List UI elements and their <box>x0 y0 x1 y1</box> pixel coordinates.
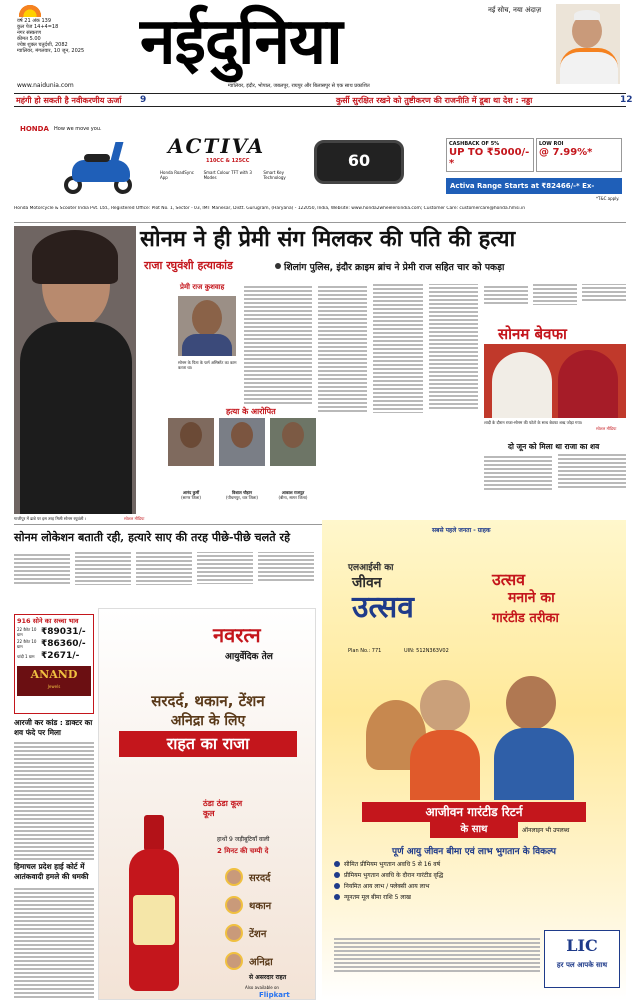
accused-name: आकाश राजपूत <box>281 490 305 495</box>
gold-row-label: 22 कैरेट 10 ग्राम <box>17 627 37 637</box>
brief-story <box>14 740 94 860</box>
plan-line2: जीवन <box>352 575 382 591</box>
right-column-text <box>484 284 626 320</box>
gold-box-title: 916 सोने का सच्चा भाव <box>15 615 93 626</box>
available-on: Also available on <box>245 985 279 990</box>
lead-column <box>244 284 312 404</box>
navratna-line1: सरदर्द, थकान, टेंशन <box>151 692 265 710</box>
navratna-sub: आयुर्वेदिक तेल <box>225 652 273 662</box>
anand-logo <box>17 666 91 696</box>
bewafa-caption: शादी के दौरान राजा-सोनम की फोटो के साथ बेवफा शब्द जोड़ा गया। <box>484 420 583 425</box>
teaser-left[interactable]: महंगी हो सकती है नवीकरणीय ऊर्जा <box>16 96 122 105</box>
gold-rate-box <box>14 614 94 714</box>
face-icon <box>225 924 243 942</box>
benefit-label: थकान <box>249 901 272 912</box>
meta-line: कुल पेज 14+4=18 <box>17 24 59 30</box>
activa-logo: ACTIVA <box>168 134 266 158</box>
lic-brand: LIC <box>566 936 598 955</box>
navratna-herbs: हाथों 9 जड़ीबूटियाँ वाली <box>217 836 270 843</box>
plan-line1: एलआईसी का <box>348 563 394 573</box>
tnc: *T&C apply. <box>596 196 620 201</box>
feature-item: प्रीमियम भुगतान अवधि के दौरान गारंटीड वृद्धि <box>344 872 444 879</box>
date-line: ग्वालियर, मंगलवार, 10 जून, 2025 <box>17 48 85 54</box>
plan-uin: UIN: 512N363V02 <box>404 648 449 654</box>
cashback-title: CASHBACK OF 5% <box>449 141 500 147</box>
masthead <box>0 0 640 98</box>
bullet-icon <box>334 894 340 900</box>
benefit-label: टेंशन <box>249 929 267 940</box>
scooter-image <box>62 136 138 198</box>
oil-bottle-image <box>127 815 181 991</box>
teaser-right[interactable]: कुर्सी सुरक्षित रखने को तुष्टीकरण की राजनीति में डूबा था देश : नड्डा <box>336 96 533 105</box>
accused-photo <box>168 418 214 466</box>
sun-logo-icon <box>17 3 43 17</box>
second-headline[interactable]: सोनम लोकेशन बताती रही, हत्यारे साए की तरह पीछे-पीछे चलते रहे <box>14 530 291 544</box>
bullet-icon <box>275 263 281 269</box>
bullet-icon <box>334 861 340 867</box>
lead-kicker: राजा रघुवंशी हत्याकांड <box>144 259 233 272</box>
feature-smartkey: Smart Key Technology <box>263 170 286 180</box>
tft-display-image <box>314 140 404 184</box>
plan-line3: उत्सव <box>352 590 414 625</box>
brief-headline[interactable]: आरजी कर कांड : डाक्टर का शव फंदे पर मिला <box>14 718 93 737</box>
gold-row-value: ₹86360/- <box>41 639 86 649</box>
bewafa-credit: सोशल मीडिया <box>596 426 617 431</box>
navratna-line3: राहत का राजा <box>119 731 297 757</box>
navratna-brand: नवरत्न <box>213 623 261 647</box>
meta-line: कीमत 5.00 <box>17 36 41 42</box>
face-icon <box>225 952 243 970</box>
price-banner: Activa Range Starts at ₹82466/-* Ex-showroom <box>446 178 622 194</box>
navratna-minutes: 2 मिनट की चम्पी दे <box>217 847 269 855</box>
navratna-outro: से असरदार राहत <box>249 974 287 981</box>
lic-banner1: आजीवन गारंटीड रिटर्न <box>362 802 586 822</box>
lic-fineprint <box>334 936 540 992</box>
photo-caption: गाजीपुर में ढाबे पर इस तरह मिली सोनम रघुवंशी । <box>14 516 87 521</box>
bullet-icon <box>334 883 340 889</box>
cashback-box <box>446 138 534 172</box>
activa-variants: 110CC & 125CC <box>206 158 250 164</box>
family-image <box>336 670 618 800</box>
gold-row-value: ₹89031/- <box>41 627 86 637</box>
anand-sub: Jewels <box>47 684 61 689</box>
bullet-icon <box>334 872 340 878</box>
wedding-photo <box>484 322 626 418</box>
plan-no: Plan No.: 771 <box>348 648 382 654</box>
accused-place: (सागर जिला) <box>181 495 201 500</box>
accused-place: (पीथमपुर, धार जिला) <box>226 495 258 500</box>
sonam-photo <box>14 226 136 514</box>
flipkart-logo: Flipkart <box>259 991 290 999</box>
benefit-label: अनिद्रा <box>249 957 273 968</box>
face-icon <box>225 868 243 886</box>
navratna-ad[interactable] <box>98 608 316 1000</box>
face-icon <box>225 896 243 914</box>
raj-name: प्रेमी राज कुशवाह <box>180 283 225 291</box>
accused-photo <box>270 418 316 466</box>
roi-box <box>536 138 622 172</box>
lic-headline1: उत्सव <box>492 570 526 589</box>
benefit-label: सरदर्द <box>249 873 271 884</box>
story-columns <box>318 284 478 520</box>
feature-roadsync: Honda RoadSync App <box>160 170 194 180</box>
lic-tag: सबसे पहले जनता - ग्राहक <box>432 527 491 534</box>
navratna-line2: अनिद्रा के लिए <box>170 713 246 729</box>
brief-story <box>14 886 94 998</box>
lic-tagline: हर पल आपके साथ <box>556 961 608 969</box>
lic-headline2: मनाने का <box>508 590 555 606</box>
bewafa-label: सोनम बेवफा <box>498 325 567 343</box>
accused-place: (बीना, सागर जिला) <box>278 495 308 500</box>
tagline: नई सोच, नया अंदाज़ <box>488 6 542 14</box>
gold-row-label: 22 कैरेट 10 ग्राम <box>17 639 37 649</box>
teaser-left-page: 9 <box>140 95 147 105</box>
gold-row-value: ₹2671/- <box>41 651 80 661</box>
feature-item: न्यूनतम मूल बीमा राशि 5 लाख <box>344 894 411 901</box>
lic-banner2: के साथ <box>430 822 518 838</box>
side-headline[interactable]: दो जून को मिला था राजा का शव <box>508 442 600 451</box>
meta-line: नगर संस्करण <box>17 30 42 36</box>
newspaper-title: नईदुनिया <box>140 4 342 79</box>
lic-logo <box>544 930 620 988</box>
honda-slogan: How we move you. <box>54 126 102 132</box>
gold-row-label: चांदी 1 ग्राम <box>17 653 35 659</box>
accused-title: हत्या के आरोपित <box>226 407 276 416</box>
accused-name: आनंद कुर्मी <box>182 490 200 495</box>
lic-headline3: गारंटीड तरीका <box>492 611 559 626</box>
honda-footer: Honda Motorcycle & Scooter India Pvt. Ltd., Registered Office: Plot No. 1, Sector - 03, IMT Manesar, Distt. Gurugram, (Haryana) - 122050, India, Website: www.honda2wheelersindia.com; Customer Care: customercare@honda.hmsi.in <box>14 206 525 211</box>
feature-tft: Smart Colour TFT with 3 Modes <box>203 170 252 180</box>
meta-line: वर्ष 21 अंक 139 <box>17 18 52 24</box>
meta-line: ज्येष्ठ शुक्ल चतुर्दशी, 2082 <box>17 42 68 48</box>
teaser-right-page: 12 <box>620 95 633 105</box>
raj-photo <box>178 296 236 356</box>
cashback-value: UP TO ₹5000/-* <box>449 147 530 169</box>
feature-item: सीमित प्रीमियम भुगतान अवधि 5 से 16 वर्ष <box>344 861 441 868</box>
honda-ad[interactable] <box>14 122 626 218</box>
roi-title: LOW ROI <box>539 141 564 147</box>
roi-value: @ 7.99%* <box>539 147 593 158</box>
lead-subhead: शिलांग पुलिस, इंदौर क्राइम ब्रांच ने प्रेमी राज सहित चार को पकड़ा <box>284 262 505 273</box>
features-title: पूर्ण आयु जीवन बीमा एवं लाभ भुगतान के विकल्प <box>391 847 557 857</box>
lead-headline[interactable]: सोनम ने ही प्रेमी संग मिलकर की पति की हत्या <box>140 226 516 252</box>
raj-caption: सोनम के पिता के फर्म असिस्टेंट का काम करता था। <box>178 360 237 370</box>
lic-ad[interactable] <box>322 520 626 1000</box>
feature-item: नियमित आय लाभ / फ्लेक्सी आय लाभ <box>344 883 430 890</box>
teaser-strip <box>14 93 633 107</box>
leader-photo <box>556 4 620 84</box>
side-story <box>484 454 626 518</box>
anand-brand: ANAND <box>30 668 78 681</box>
honda-brand: HONDA <box>20 125 49 133</box>
photo-credit: सोशल मीडिया <box>124 516 145 521</box>
brief-headline[interactable]: हिमाचल प्रदेश हाई कोर्ट में आतंकवादी हमले की धमकी <box>14 862 89 881</box>
accused-photo <box>219 418 265 466</box>
edition-cities: ग्वालियर, इंदौर, भोपाल, जबलपुर, रायपुर और बिलासपुर से एक साथ प्रकाशित <box>228 83 370 89</box>
bottle-tag: ठंडा ठंडा कूल कूल <box>203 799 243 818</box>
accused-name: विशाल चौहान <box>231 490 253 495</box>
second-story <box>14 552 314 602</box>
speed-readout: 60 <box>347 151 371 170</box>
website: www.naidunia.com <box>17 82 74 89</box>
lic-online: ऑनलाइन भी उपलब्ध <box>522 827 570 834</box>
